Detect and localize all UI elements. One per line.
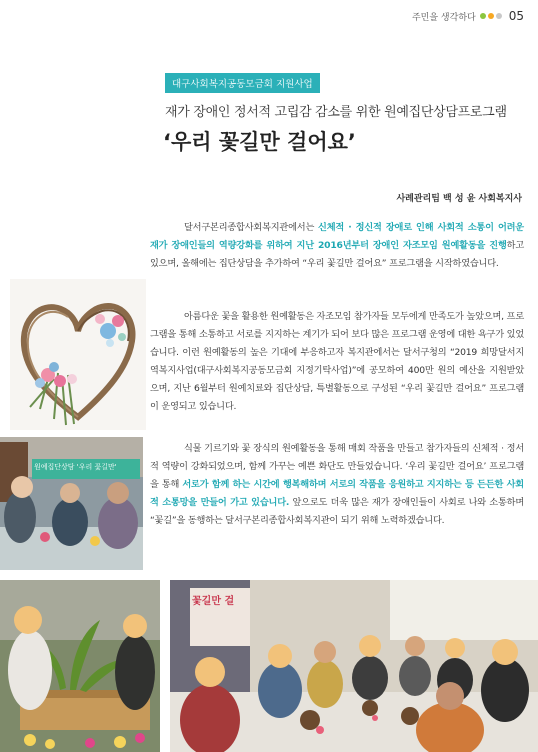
section-label: 주민을 생각하다: [411, 12, 476, 23]
article-byline: 사례관리팀 백 성 윤 사회복지사: [396, 194, 522, 204]
p1-text-c: 하고 있으며, 올해에는 집단상담을 추가하여 “우리 꽃길만 걸어요” 프로그램을 시작하였습니다.: [150, 240, 524, 269]
p3-highlight: 서로가 함께 하는 시간에 행복해하며 서로의 작품을 응원하고 지지하는 등 든든한 사회적 소통망을 만들어 가고 있습니다.: [150, 479, 524, 508]
page-number: 05: [508, 9, 524, 23]
p3-text-a: 식물 기르기와 꽃 장식의 원예활동을 통해 매회 작품을 만들고 참가자들의 신체적 · 정서적 역량이 강화되었으며, 함께 가꾸는 예쁜 화단도 만들었습니다. ‘우리 꽃길만 걸어요’ 프로그램을 통해: [150, 443, 524, 490]
banner-text: 원예집단상담 '우리 꽃길만': [34, 463, 117, 471]
paragraph-3: [150, 440, 524, 530]
paragraph-1: [150, 219, 524, 273]
wreath-photo: [10, 279, 146, 430]
p3-text-c: 앞으로도 더욱 많은 재가 장애인들이 사회로 나와 소통하며 “꽃길”을 동행하는 달서구본리종합사회복지관이 되기 위해 노력하겠습니다.: [150, 497, 524, 526]
page-header: [412, 9, 524, 23]
p1-highlight: 신체적 · 정신적 장애로 인해 사회적 소통이 어려운 재가 장애인들의 역량강화를 위하여 지난 2016년부터 장애인 자조모임 원예활동을 진행: [150, 222, 524, 251]
workshop-photo-2: [0, 580, 160, 752]
dot-gray: [496, 13, 502, 19]
article-tag: 대구사회복지공동모금회 지원사업: [165, 73, 320, 93]
dot-green: [480, 13, 486, 19]
article-title: ‘우리 꽃길만 걸어요’: [163, 130, 356, 154]
sign-text: 꽃길만 걸: [192, 596, 235, 607]
dot-orange: [488, 13, 494, 19]
p1-text-a: 달서구본리종합사회복지관에서는: [184, 222, 319, 233]
workshop-photo-3: [170, 580, 538, 752]
p2-text: 아름다운 꽃을 활용한 원예활동은 자조모임 참가자들 모두에게 만족도가 높았으며, 프로그램을 통해 소통하고 서로를 지지하는 계기가 되어 보다 많은 프로그램 운영에 대한 욕구가 있었습니다. 이런 원예활동의 높은 기대에 부응하고자 복지관에서는 달서구청의 “2019 희망달서지역복지사업(대구사회복지공동모금회 지정기탁사업)”에 공모하여 400만 원의 예산을 지원받았으며, 지난 6월부터 원예치료와 집단상담, 특별활동으로 구성된 “우리 꽃길만 걸어요” 프로그램이 운영되고 있습니다.: [150, 311, 524, 412]
workshop-photo-1: [0, 437, 143, 570]
article-subtitle: 재가 장애인 정서적 고립감 감소를 위한 원예집단상담프로그램: [165, 105, 507, 120]
paragraph-2: [150, 308, 524, 416]
header-dots: [480, 13, 502, 19]
